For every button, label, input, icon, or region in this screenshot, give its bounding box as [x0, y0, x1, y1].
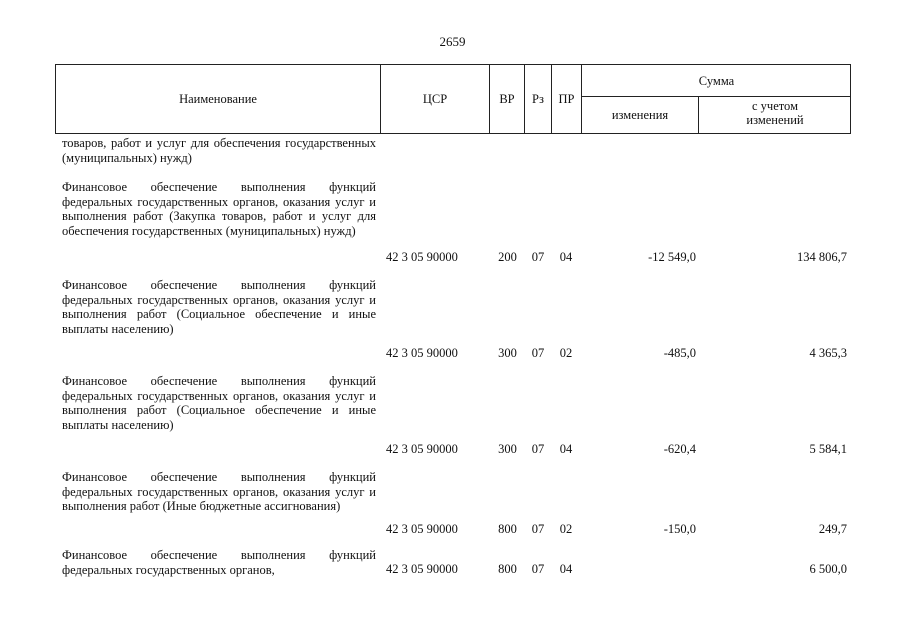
- row-rz: 07: [531, 562, 545, 576]
- header-rz: Рз: [532, 92, 544, 106]
- row-vr: 300: [498, 442, 517, 456]
- row-change: -12 549,0: [648, 250, 696, 264]
- row-name: Финансовое обеспечение выполнения функций федеральных государственных органов, оказания услуг и выполнения работ (Социальное обеспечение и иные выплаты населению): [62, 374, 376, 432]
- row-pr: 02: [559, 346, 573, 360]
- header-pr: ПР: [558, 92, 575, 106]
- header-sum: Сумма: [698, 74, 735, 88]
- row-csr: 42 3 05 90000: [386, 442, 458, 456]
- row-change: -485,0: [663, 346, 696, 360]
- row-pr: 02: [559, 522, 573, 536]
- row-csr: 42 3 05 90000: [386, 562, 458, 576]
- row-vr: 800: [498, 562, 517, 576]
- row-vr: 800: [498, 522, 517, 536]
- row-rz: 07: [531, 346, 545, 360]
- row-rz: 07: [531, 250, 545, 264]
- row-name: Финансовое обеспечение выполнения функций федеральных государственных органов, оказания услуг и выполнения работ (Социальное обеспечение и иные выплаты населению): [62, 278, 376, 336]
- header-with-changes: [699, 99, 851, 127]
- row-total: 5 584,1: [809, 442, 847, 456]
- page-number: 2659: [439, 34, 466, 49]
- row-name: Финансовое обеспечение выполнения функций федеральных государственных органов, оказания услуг и выполнения работ (Закупка товаров, работ и услуг для обеспечения государственных (муниципальных) нужд): [62, 180, 376, 238]
- row-vr: 300: [498, 346, 517, 360]
- row-csr: 42 3 05 90000: [386, 346, 458, 360]
- header-changes: изменения: [611, 108, 669, 122]
- row-total: 249,7: [818, 522, 847, 536]
- row-name: Финансовое обеспечение выполнения функций федеральных государственных органов,: [62, 548, 376, 577]
- header-vr: ВР: [499, 92, 515, 106]
- row-rz: 07: [531, 442, 545, 456]
- row-change: -620,4: [663, 442, 696, 456]
- row-rz: 07: [531, 522, 545, 536]
- row-vr: 200: [498, 250, 517, 264]
- row-total: 4 365,3: [809, 346, 847, 360]
- divider-sum-horizontal: [581, 96, 851, 97]
- row-total: 6 500,0: [809, 562, 847, 576]
- row-csr: 42 3 05 90000: [386, 522, 458, 536]
- header-name: Наименование: [179, 92, 257, 106]
- row-csr: 42 3 05 90000: [386, 250, 458, 264]
- header-with-changes-line2: изменений: [746, 113, 804, 127]
- row-total: 134 806,7: [797, 250, 847, 264]
- header-with-changes-line1: с учетом: [752, 99, 798, 113]
- header-csr: ЦСР: [422, 92, 448, 106]
- row-name: Финансовое обеспечение выполнения функций федеральных государственных органов, оказания услуг и выполнения работ (Иные бюджетные ассигнования): [62, 470, 376, 514]
- row-pr: 04: [559, 250, 573, 264]
- row-pr: 04: [559, 442, 573, 456]
- continued-text: товаров, работ и услуг для обеспечения государственных (муниципальных) нужд): [62, 136, 376, 165]
- row-change: -150,0: [663, 522, 696, 536]
- row-pr: 04: [559, 562, 573, 576]
